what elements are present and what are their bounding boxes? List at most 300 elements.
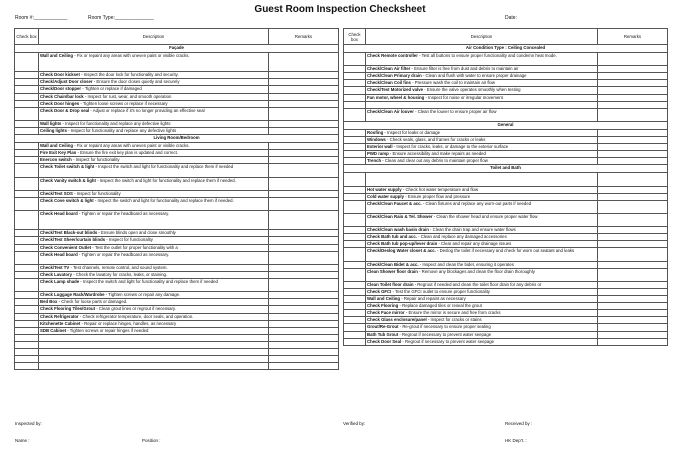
item-text: - Inspect the door lock for functionality and security. bbox=[79, 72, 179, 78]
remarks-cell[interactable] bbox=[269, 177, 339, 190]
item-text: - Inspect for noise or irregular movement bbox=[424, 94, 503, 100]
remarks-cell[interactable] bbox=[269, 271, 339, 278]
section-row bbox=[344, 45, 668, 53]
check-box[interactable] bbox=[15, 53, 39, 72]
item-name: Check/Test Motorized valve bbox=[367, 87, 424, 93]
check-box[interactable] bbox=[344, 144, 366, 151]
check-box[interactable] bbox=[344, 289, 366, 296]
item-description bbox=[366, 234, 598, 241]
remarks-cell[interactable] bbox=[598, 234, 668, 241]
item-description bbox=[39, 86, 269, 93]
remarks-cell[interactable] bbox=[269, 150, 339, 157]
item-description bbox=[366, 173, 598, 186]
item-name: Check/Test Sheer/curtain blinds bbox=[40, 237, 106, 243]
item-description bbox=[366, 80, 598, 87]
check-box[interactable] bbox=[15, 72, 39, 79]
item-name: Check Head board bbox=[40, 251, 78, 257]
check-box[interactable] bbox=[15, 93, 39, 100]
item-text: - Test all buttons to ensure proper functionality and condemn heat mode. bbox=[417, 53, 557, 58]
check-box[interactable] bbox=[344, 80, 366, 87]
check-box[interactable] bbox=[15, 120, 39, 127]
section-heading: Toilet and Bath bbox=[344, 165, 668, 173]
item-description bbox=[366, 108, 598, 121]
check-box[interactable] bbox=[344, 200, 366, 213]
check-box[interactable] bbox=[15, 292, 39, 299]
item-name: Check/Test Black-out blinds bbox=[40, 230, 98, 236]
item-description bbox=[39, 251, 269, 264]
checklist-row bbox=[15, 128, 339, 135]
remarks-header: Remarks bbox=[598, 29, 668, 45]
check-box[interactable] bbox=[15, 157, 39, 164]
remarks-cell[interactable] bbox=[598, 289, 668, 296]
item-name: Exterior wall bbox=[367, 144, 393, 150]
checklist-row bbox=[344, 281, 668, 288]
checklist-row bbox=[344, 248, 668, 261]
check-box[interactable] bbox=[344, 108, 366, 121]
item-description bbox=[366, 261, 598, 268]
item-text: - Check hot water temperature and flow bbox=[401, 186, 479, 192]
remarks-cell[interactable] bbox=[269, 320, 339, 327]
check-box[interactable] bbox=[344, 310, 366, 317]
item-name: Enercon switch bbox=[40, 157, 72, 163]
checklist-row bbox=[15, 230, 339, 237]
check-box[interactable] bbox=[15, 313, 39, 320]
remarks-cell[interactable] bbox=[598, 317, 668, 324]
item-description bbox=[39, 334, 269, 341]
check-box[interactable] bbox=[15, 356, 39, 363]
item-text: - Tighten screws or repair any damage. bbox=[104, 292, 181, 298]
check-box[interactable] bbox=[15, 320, 39, 327]
remarks-cell[interactable] bbox=[598, 331, 668, 338]
item-text: - Replace damaged tiles or reseal the grout bbox=[398, 303, 482, 309]
remarks-cell[interactable] bbox=[598, 101, 668, 108]
remarks-cell[interactable] bbox=[598, 80, 668, 87]
check-box[interactable] bbox=[344, 101, 366, 108]
remarks-cell[interactable] bbox=[598, 213, 668, 226]
item-name: SDB Cabinet bbox=[40, 327, 67, 333]
checklist-row bbox=[344, 101, 668, 108]
remarks-cell[interactable] bbox=[598, 338, 668, 345]
item-description bbox=[366, 338, 598, 345]
checklist-row bbox=[15, 190, 339, 197]
item-name: Wall and Ceiling bbox=[40, 143, 74, 149]
check-box[interactable] bbox=[344, 281, 366, 288]
checklist-row bbox=[344, 80, 668, 87]
checklist-row bbox=[344, 261, 668, 268]
checklist-row bbox=[344, 108, 668, 121]
item-name: Kitchenette Cabinet bbox=[40, 320, 81, 326]
check-box[interactable] bbox=[344, 94, 366, 101]
check-box[interactable] bbox=[344, 137, 366, 144]
check-box[interactable] bbox=[344, 303, 366, 310]
item-text: - Clean fixtures and replace any worn-out parts if needed bbox=[421, 200, 532, 206]
check-box[interactable] bbox=[344, 234, 366, 241]
check-box[interactable] bbox=[344, 53, 366, 66]
item-name: Check Chain/bar lock bbox=[40, 93, 84, 99]
item-description bbox=[39, 348, 269, 355]
item-description bbox=[39, 341, 269, 348]
item-name: Bath Tub Grout bbox=[367, 331, 399, 337]
check-box[interactable] bbox=[15, 244, 39, 251]
checklist-row bbox=[15, 356, 339, 363]
check-box[interactable] bbox=[344, 193, 366, 200]
item-name: Check Remote controller bbox=[367, 53, 418, 58]
check-box[interactable] bbox=[344, 268, 366, 281]
remarks-cell[interactable] bbox=[598, 324, 668, 331]
item-name: Fan motor, wheel & housing bbox=[367, 94, 425, 100]
item-description bbox=[39, 363, 269, 370]
remarks-cell[interactable] bbox=[269, 313, 339, 320]
item-description bbox=[366, 186, 598, 193]
checklist-row bbox=[15, 271, 339, 278]
item-name: Check Toilet switch & light bbox=[40, 164, 95, 170]
check-box[interactable] bbox=[15, 197, 39, 210]
check-box[interactable] bbox=[344, 173, 366, 186]
item-description bbox=[366, 193, 598, 200]
item-description bbox=[366, 268, 598, 281]
checklist-row bbox=[15, 279, 339, 292]
item-text: - Inspect for cracks or stains bbox=[426, 317, 482, 323]
remarks-cell[interactable] bbox=[269, 211, 339, 230]
item-name: Wall lights bbox=[40, 120, 62, 126]
item-description bbox=[39, 279, 269, 292]
item-text: - Remove any blockages and clean the floor drain thoroughly bbox=[417, 268, 535, 274]
remarks-cell[interactable] bbox=[598, 129, 668, 136]
check-box[interactable] bbox=[15, 100, 39, 107]
check-box[interactable] bbox=[344, 66, 366, 73]
item-description bbox=[366, 53, 598, 66]
check-box[interactable] bbox=[344, 227, 366, 234]
item-text: - Tighten screws or repair hinges if needed bbox=[66, 327, 149, 333]
position-label: Position : bbox=[142, 438, 161, 443]
item-text: - Check refrigerator temperature, door seals, and operation. bbox=[78, 313, 194, 319]
item-description bbox=[39, 320, 269, 327]
check-box[interactable] bbox=[15, 271, 39, 278]
item-description bbox=[39, 177, 269, 190]
check-box[interactable] bbox=[15, 164, 39, 177]
left-checklist-table bbox=[14, 28, 339, 370]
item-description bbox=[39, 292, 269, 299]
check-box[interactable] bbox=[15, 86, 39, 93]
item-text: - Deslog the toilet if necessary and check for worn out seatant and leaks bbox=[435, 248, 575, 254]
check-box[interactable] bbox=[344, 158, 366, 165]
item-text: - Clean the louver to ensure proper air flow bbox=[413, 108, 497, 114]
item-description bbox=[39, 157, 269, 164]
check-box[interactable] bbox=[15, 79, 39, 86]
check-box[interactable] bbox=[344, 87, 366, 94]
checklist-row bbox=[15, 341, 339, 348]
remarks-cell[interactable] bbox=[269, 341, 339, 348]
remarks-cell[interactable] bbox=[598, 73, 668, 80]
remarks-cell[interactable] bbox=[269, 348, 339, 355]
item-description bbox=[39, 313, 269, 320]
checklist-row bbox=[344, 200, 668, 213]
checklist-row bbox=[15, 53, 339, 72]
remarks-cell[interactable] bbox=[598, 186, 668, 193]
checklist-row bbox=[344, 338, 668, 345]
remarks-cell[interactable] bbox=[598, 248, 668, 261]
remarks-cell[interactable] bbox=[269, 86, 339, 93]
item-name: Check Door Seal bbox=[367, 338, 402, 344]
item-text: - Clear and repair any drainage issues bbox=[437, 241, 512, 247]
item-description bbox=[39, 79, 269, 86]
item-text: - Fix or repaint any areas with uneven paint or visible cracks. bbox=[73, 143, 190, 149]
checklist-row bbox=[15, 150, 339, 157]
item-name: Check Door & Drop seal bbox=[40, 107, 90, 113]
item-description bbox=[39, 264, 269, 271]
item-description bbox=[39, 120, 269, 127]
item-name: Check/Clean Bidet & acc. bbox=[367, 261, 419, 267]
item-name: Check/Clean Coil fins bbox=[367, 80, 411, 86]
item-text: - Clean grout lines or regrout if necessary. bbox=[95, 306, 176, 312]
remarks-cell[interactable] bbox=[598, 108, 668, 121]
remarks-cell[interactable] bbox=[269, 244, 339, 251]
check-box[interactable] bbox=[344, 129, 366, 136]
remarks-cell[interactable] bbox=[598, 296, 668, 303]
check-box[interactable] bbox=[15, 237, 39, 244]
item-text: - Regrout if necessary to prevent water seepage bbox=[398, 331, 492, 337]
checklist-row bbox=[15, 306, 339, 313]
item-text: - Clean the drain trap and ensure water flows bbox=[428, 227, 516, 233]
item-description bbox=[366, 151, 598, 158]
remarks-cell[interactable] bbox=[269, 120, 339, 127]
item-description bbox=[39, 237, 269, 244]
item-text: - Test the outlet for proper functionality with a bbox=[91, 244, 178, 250]
item-name: Check Refrigerator bbox=[40, 313, 79, 319]
remarks-cell[interactable] bbox=[269, 334, 339, 341]
remarks-cell[interactable] bbox=[269, 100, 339, 107]
checklist-row bbox=[15, 363, 339, 370]
remarks-cell[interactable] bbox=[269, 237, 339, 244]
remarks-cell[interactable] bbox=[269, 143, 339, 150]
remarks-cell[interactable] bbox=[598, 268, 668, 281]
check-box[interactable] bbox=[15, 230, 39, 237]
remarks-cell[interactable] bbox=[269, 230, 339, 237]
item-name: Check/Door stopper bbox=[40, 86, 82, 92]
item-text: - Repair or replace hinges, handles, as necessary bbox=[80, 320, 177, 326]
section-row bbox=[344, 165, 668, 173]
remarks-cell[interactable] bbox=[598, 53, 668, 66]
remarks-cell[interactable] bbox=[598, 193, 668, 200]
check-box[interactable] bbox=[344, 338, 366, 345]
checklist-row bbox=[344, 234, 668, 241]
item-text: - Repair and repaint as necessary bbox=[400, 296, 466, 302]
item-name: Check Face mirror bbox=[367, 310, 405, 316]
item-text: - Ensure the mirror is secure and free from cracks bbox=[404, 310, 501, 316]
check-box[interactable] bbox=[15, 348, 39, 355]
remarks-cell[interactable] bbox=[269, 128, 339, 135]
remarks-cell[interactable] bbox=[269, 72, 339, 79]
checklist-row bbox=[15, 292, 339, 299]
check-box[interactable] bbox=[344, 151, 366, 158]
remarks-cell[interactable] bbox=[269, 157, 339, 164]
checklist-row bbox=[344, 213, 668, 226]
remarks-cell[interactable] bbox=[598, 137, 668, 144]
remarks-cell[interactable] bbox=[269, 264, 339, 271]
item-description bbox=[366, 137, 598, 144]
item-text: - Inspect for functionality bbox=[105, 237, 153, 243]
remarks-cell[interactable] bbox=[269, 363, 339, 370]
item-description bbox=[366, 73, 598, 80]
item-text: - Pressure wash the coil to maintain air flow bbox=[410, 80, 495, 86]
remarks-cell[interactable] bbox=[598, 66, 668, 73]
remarks-cell[interactable] bbox=[598, 261, 668, 268]
remarks-cell[interactable] bbox=[269, 327, 339, 334]
check-box[interactable] bbox=[15, 251, 39, 264]
checklist-row bbox=[344, 87, 668, 94]
item-description bbox=[39, 271, 269, 278]
section-heading: General bbox=[344, 121, 668, 129]
item-text: - Test the GFCI outlet to ensure proper functionality bbox=[391, 289, 490, 294]
item-text: - Inspect the switch and light for functionality and replace them if needed bbox=[79, 279, 218, 285]
item-name: Check Flooring bbox=[367, 303, 399, 309]
section-heading: Façade bbox=[15, 45, 339, 53]
check-box[interactable] bbox=[15, 334, 39, 341]
remarks-cell[interactable] bbox=[269, 356, 339, 363]
item-text: - Inspect for functionality and replace any defective lights bbox=[66, 128, 177, 134]
remarks-cell[interactable] bbox=[269, 279, 339, 292]
remarks-cell[interactable] bbox=[598, 151, 668, 158]
item-description bbox=[39, 356, 269, 363]
item-description bbox=[366, 66, 598, 73]
item-name: Wall and Ceiling bbox=[40, 53, 74, 58]
check-box[interactable] bbox=[344, 73, 366, 80]
check-box[interactable] bbox=[15, 150, 39, 157]
item-name: Bed Box bbox=[40, 299, 58, 305]
item-name: Check/Clean Rain & Tel. Shower bbox=[367, 213, 433, 219]
check-box[interactable] bbox=[344, 213, 366, 226]
item-text: - Inspect for rust, wear, and smooth operation bbox=[83, 93, 172, 99]
item-text: - Inspect the switch and light for functionality and replace them if needed. bbox=[93, 197, 234, 203]
remarks-cell[interactable] bbox=[598, 227, 668, 234]
check-box[interactable] bbox=[15, 264, 39, 271]
check-box[interactable] bbox=[344, 241, 366, 248]
remarks-cell[interactable] bbox=[269, 190, 339, 197]
remarks-cell[interactable] bbox=[598, 144, 668, 151]
item-description bbox=[366, 129, 598, 136]
item-text: - Re-grout if necessary to ensure proper sealing bbox=[398, 324, 491, 330]
remarks-cell[interactable] bbox=[598, 241, 668, 248]
item-name: Check/Adjust Door closer bbox=[40, 79, 93, 85]
remarks-cell[interactable] bbox=[598, 310, 668, 317]
description-header: Description bbox=[366, 29, 598, 45]
remarks-cell[interactable] bbox=[598, 303, 668, 310]
item-description bbox=[366, 87, 598, 94]
item-description bbox=[366, 324, 598, 331]
item-description bbox=[366, 241, 598, 248]
check-box[interactable] bbox=[15, 107, 39, 120]
checklist-row bbox=[344, 193, 668, 200]
remarks-cell[interactable] bbox=[598, 281, 668, 288]
item-name: Check/Clean Faucet & acc. bbox=[367, 200, 422, 206]
remarks-cell[interactable] bbox=[269, 107, 339, 120]
item-name: Check Convenient Outlet bbox=[40, 244, 92, 250]
item-text: - Adjust or replace if it's no longer providing an effective seal bbox=[89, 107, 205, 113]
check-box[interactable] bbox=[344, 296, 366, 303]
checklist-row bbox=[15, 348, 339, 355]
item-text: - Ensure the door closes quietly and securely bbox=[92, 79, 180, 85]
remarks-cell[interactable] bbox=[269, 164, 339, 177]
checklist-row bbox=[344, 53, 668, 66]
checklist-row bbox=[15, 334, 339, 341]
item-text: - Check seals, glass, and frames for cracks or leaks bbox=[385, 137, 486, 143]
remarks-cell[interactable] bbox=[269, 251, 339, 264]
item-name: Check Luggage Rack/Wardrobe bbox=[40, 292, 105, 298]
check-box[interactable] bbox=[344, 331, 366, 338]
checklist-row bbox=[15, 157, 339, 164]
item-description bbox=[39, 197, 269, 210]
checklist-row bbox=[344, 144, 668, 151]
check-box[interactable] bbox=[15, 327, 39, 334]
check-box[interactable] bbox=[344, 324, 366, 331]
remarks-cell[interactable] bbox=[269, 197, 339, 210]
item-name: Wall and Ceiling bbox=[367, 296, 401, 302]
check-box[interactable] bbox=[15, 177, 39, 190]
item-name: Check/Test TV bbox=[40, 264, 70, 270]
checklist-row bbox=[344, 137, 668, 144]
check-box[interactable] bbox=[344, 317, 366, 324]
checklist-row bbox=[344, 310, 668, 317]
check-box[interactable] bbox=[344, 248, 366, 261]
check-box[interactable] bbox=[15, 190, 39, 197]
remarks-cell[interactable] bbox=[269, 93, 339, 100]
item-name: Check Vanity switch & light bbox=[40, 177, 96, 183]
remarks-cell[interactable] bbox=[598, 173, 668, 186]
check-box[interactable] bbox=[15, 143, 39, 150]
remarks-cell[interactable] bbox=[269, 299, 339, 306]
checklist-row bbox=[15, 327, 339, 334]
item-name: Check Cove switch & light bbox=[40, 197, 94, 203]
check-box[interactable] bbox=[15, 128, 39, 135]
check-box[interactable] bbox=[15, 211, 39, 230]
check-box[interactable] bbox=[15, 299, 39, 306]
check-box[interactable] bbox=[344, 186, 366, 193]
item-description bbox=[39, 93, 269, 100]
checklist-row bbox=[15, 237, 339, 244]
remarks-cell[interactable] bbox=[598, 200, 668, 213]
checklist-row bbox=[15, 86, 339, 93]
remarks-cell[interactable] bbox=[598, 87, 668, 94]
checklist-row bbox=[344, 129, 668, 136]
remarks-cell[interactable] bbox=[269, 79, 339, 86]
item-text: - Clean and flush with water to ensure proper drainage bbox=[421, 73, 527, 79]
remarks-cell[interactable] bbox=[269, 306, 339, 313]
check-box[interactable] bbox=[15, 341, 39, 348]
checklist-row bbox=[344, 73, 668, 80]
item-description bbox=[366, 281, 598, 288]
remarks-cell[interactable] bbox=[598, 94, 668, 101]
item-description bbox=[39, 306, 269, 313]
item-description bbox=[366, 289, 598, 296]
item-name: Check Bath tub pop-up/lever drain bbox=[367, 241, 438, 247]
item-name: Trench bbox=[367, 158, 382, 164]
item-description bbox=[366, 227, 598, 234]
checklist-row bbox=[344, 268, 668, 281]
remarks-cell[interactable] bbox=[269, 53, 339, 72]
item-name: Check Glass enclosure/panel bbox=[367, 317, 427, 323]
remarks-cell[interactable] bbox=[598, 158, 668, 165]
checklist-row bbox=[15, 251, 339, 264]
remarks-cell[interactable] bbox=[269, 292, 339, 299]
item-description bbox=[366, 101, 598, 108]
item-description bbox=[39, 299, 269, 306]
checklist-row bbox=[15, 320, 339, 327]
check-box[interactable] bbox=[344, 261, 366, 268]
check-box[interactable] bbox=[15, 279, 39, 292]
check-box[interactable] bbox=[15, 306, 39, 313]
check-box[interactable] bbox=[15, 363, 39, 370]
item-text: - Tighten or repair the headboard as necessary. bbox=[77, 251, 170, 257]
